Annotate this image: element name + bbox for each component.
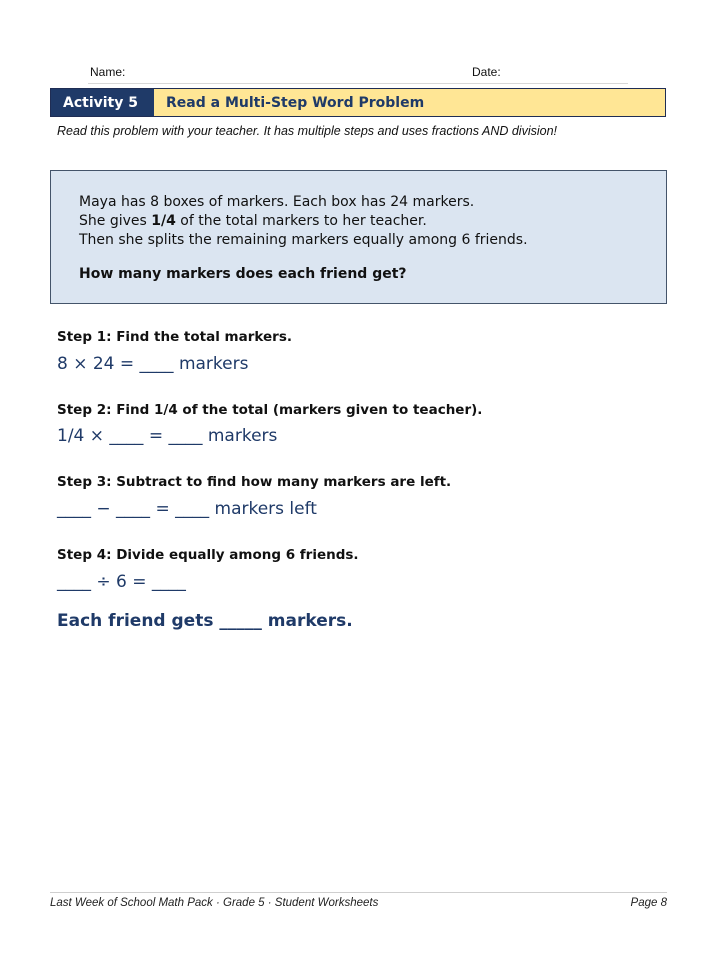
step-2-equation[interactable]: 1/4 × ____ = ____ markers [57, 426, 278, 446]
step-4-heading: Step 4: Divide equally among 6 friends. [57, 547, 359, 563]
name-label: Name: [90, 65, 126, 79]
step-3-equation[interactable]: ____ − ____ = ____ markers left [57, 499, 317, 519]
step-4-equation[interactable]: ____ ÷ 6 = ____ [57, 572, 186, 592]
name-date-row [88, 63, 628, 84]
step-2-heading: Step 2: Find 1/4 of the total (markers given to teacher). [57, 402, 483, 418]
activity-title: Read a Multi-Step Word Problem [166, 94, 425, 111]
step-1-equation[interactable]: 8 × 24 = ____ markers [57, 354, 249, 374]
problem-line-3: Then she splits the remaining markers equally among 6 friends. [79, 232, 528, 248]
word-problem-box [50, 170, 667, 304]
activity-number: Activity 5 [51, 89, 154, 116]
problem-question: How many markers does each friend get? [79, 266, 407, 282]
footer-title: Last Week of School Math Pack · Grade 5 · Student Worksheets [50, 897, 379, 909]
date-label: Date: [472, 65, 501, 79]
step-3-heading: Step 3: Subtract to find how many markers are left. [57, 474, 452, 490]
activity-header [50, 88, 666, 117]
final-answer-line[interactable]: Each friend gets _____ markers. [57, 611, 353, 631]
problem-line-1: Maya has 8 boxes of markers. Each box has 24 markers. [79, 194, 475, 210]
step-1-heading: Step 1: Find the total markers. [57, 329, 292, 345]
problem-line-2: She gives 1/4 of the total markers to her teacher. [79, 213, 427, 229]
page-number: Page 8 [630, 897, 667, 909]
fraction-highlight: 1/4 [151, 213, 176, 229]
instructions: Read this problem with your teacher. It has multiple steps and uses fractions AND division! [57, 124, 557, 138]
footer-divider [50, 892, 667, 893]
